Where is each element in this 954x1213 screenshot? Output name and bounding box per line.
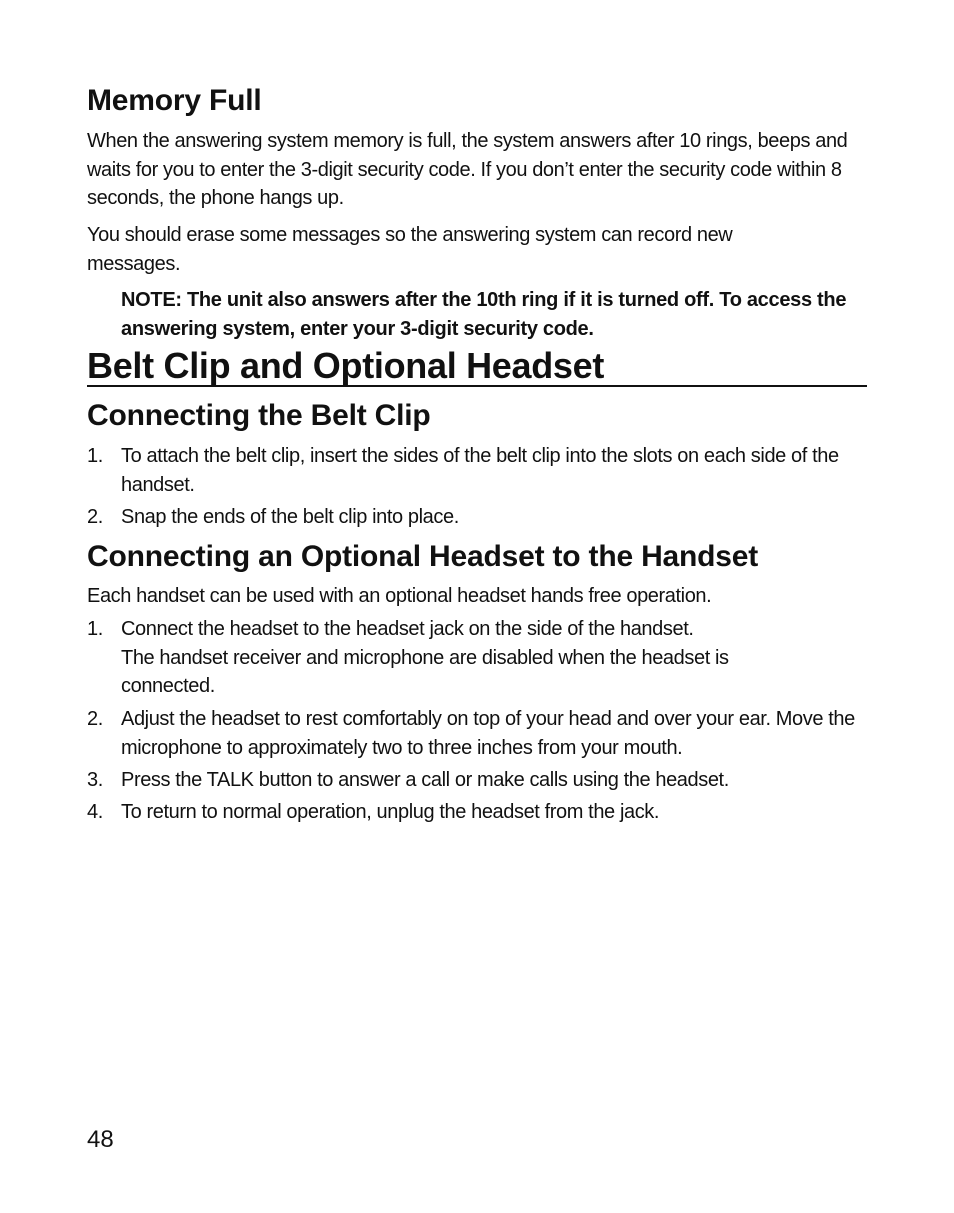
- headset-step-1: [87, 615, 867, 701]
- connecting-headset-heading: Connecting an Optional Headset to the Handset: [87, 540, 759, 573]
- memory-full-heading: Memory Full: [87, 84, 262, 117]
- page-number: 48: [87, 1126, 114, 1153]
- headset-step-3: [87, 766, 867, 795]
- connecting-belt-clip-heading: Connecting the Belt Clip: [87, 399, 431, 432]
- step-text: Adjust the headset to rest comfortably on top of your head and over your ear. Move the microphone to approximately two to three inches from your mouth.: [121, 708, 855, 759]
- step-text: Connect the headset to the headset jack on the side of the handset.: [121, 618, 694, 640]
- step-text: To attach the belt clip, insert the sides of the belt clip into the slots on each side of the handset.: [121, 445, 839, 496]
- headset-intro: Each handset can be used with an optional headset hands free operation.: [87, 585, 712, 607]
- step-number: 4.: [87, 801, 103, 823]
- belt-clip-section-title: Belt Clip and Optional Headset: [87, 345, 605, 386]
- belt-clip-step-2: [87, 503, 867, 532]
- step-text: To return to normal operation, unplug the headset from the jack.: [121, 801, 660, 823]
- memory-full-paragraph-1: When the answering system memory is full, the system answers after 10 rings, beeps and waits for you to enter the 3-digit security code. If you don’t enter the security code within 8 seconds, the phone hangs up.: [87, 130, 848, 209]
- step-number: 1.: [87, 445, 103, 467]
- step-number: 3.: [87, 769, 103, 791]
- step-number: 2.: [87, 708, 103, 730]
- belt-clip-step-1: [87, 442, 867, 499]
- step-number: 2.: [87, 506, 103, 528]
- step-text: Press the TALK button to answer a call or make calls using the headset.: [121, 769, 729, 791]
- headset-step-2: [87, 705, 867, 762]
- memory-full-note: NOTE: The unit also answers after the 10th ring if it is turned off. To access the answering system, enter your 3-digit security code.: [121, 289, 847, 340]
- step-subtext: The handset receiver and microphone are disabled when the headset is connected.: [121, 646, 729, 697]
- memory-full-paragraph-2: You should erase some messages so the answering system can record new messages.: [87, 224, 733, 275]
- section-title-rule: [87, 385, 867, 387]
- step-number: 1.: [87, 618, 103, 640]
- headset-step-4: [87, 798, 867, 827]
- step-text: Snap the ends of the belt clip into place.: [121, 506, 459, 528]
